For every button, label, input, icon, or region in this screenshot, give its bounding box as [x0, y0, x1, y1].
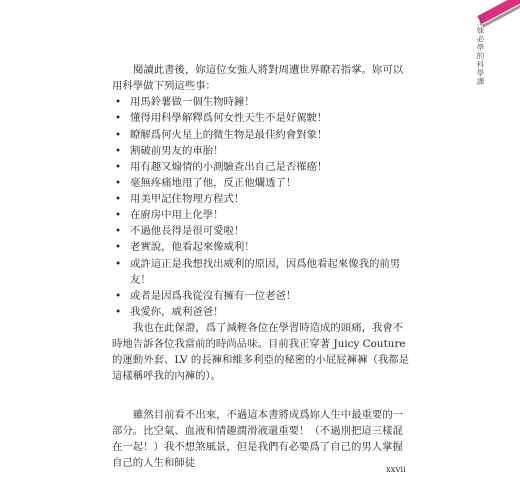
bullet-item: • 毫無疼痛地甩了他，反正他爛透了！	[112, 175, 410, 191]
bullet-item: • 不過他長得是很可愛啦！	[112, 223, 410, 239]
bullet-item: • 或許這正是我想找出威利的原因，因爲他看起來像我的前男友！	[112, 256, 410, 288]
running-head: 王妹必學的科學課	[476, 18, 485, 86]
section-gap	[112, 385, 410, 407]
bullet-item: • 老實說，他看起來像威利！	[112, 239, 410, 255]
bullet-item: • 用有趣又煽情的小測驗查出自己是否罹癌！	[112, 159, 410, 175]
bullet-item: • 瞭解爲何火星上的微生物是最佳約會對象！	[112, 127, 410, 143]
bullet-item: • 或者是因爲我從沒有擁有一位老爸！	[112, 288, 410, 304]
paragraph-importance: 雖然目前看不出來，不過這本書將成爲妳人生中最重要的一部分。比空氣、血液和情趣潤滑液還重要！（不過別把這三樣混在一起！）我不想煞風景，但是我們有必要爲了自己的男人掌握自己的人生和師徒	[112, 408, 404, 469]
bullet-list	[112, 94, 410, 320]
intro-paragraph: 閱讀此書後，妳這位女強人將對周遭世界瞭若指掌。妳可以用科學做下列這些事：	[112, 64, 404, 93]
body-text	[112, 62, 410, 471]
bullet-item: • 我愛你，威利爸爸！	[112, 304, 410, 320]
bullet-item: • 在廚房中用上化學！	[112, 207, 410, 223]
bullet-item: • 用馬鈴薯做一個生物時鐘！	[112, 94, 410, 110]
bullet-item: • 割破前男友的車胎！	[112, 143, 410, 159]
bullet-item: • 懂得用科學解釋爲何女性天生不是好駕駛！	[112, 110, 410, 126]
paragraph-fashion: 我也在此保證，爲了減輕各位在學習時造成的頭痛，我會不時地告訴各位我當前的時尚品味。目前我正穿著 Juicy Couture 的運動外套、LV 的長褲和維多利亞的秘密的小屁屁褲褲（我都是這樣稱呼我的內褲的）。	[112, 322, 410, 383]
page-number: xxvii	[386, 465, 406, 475]
bullet-item: • 用美甲記住物理方程式！	[112, 191, 410, 207]
